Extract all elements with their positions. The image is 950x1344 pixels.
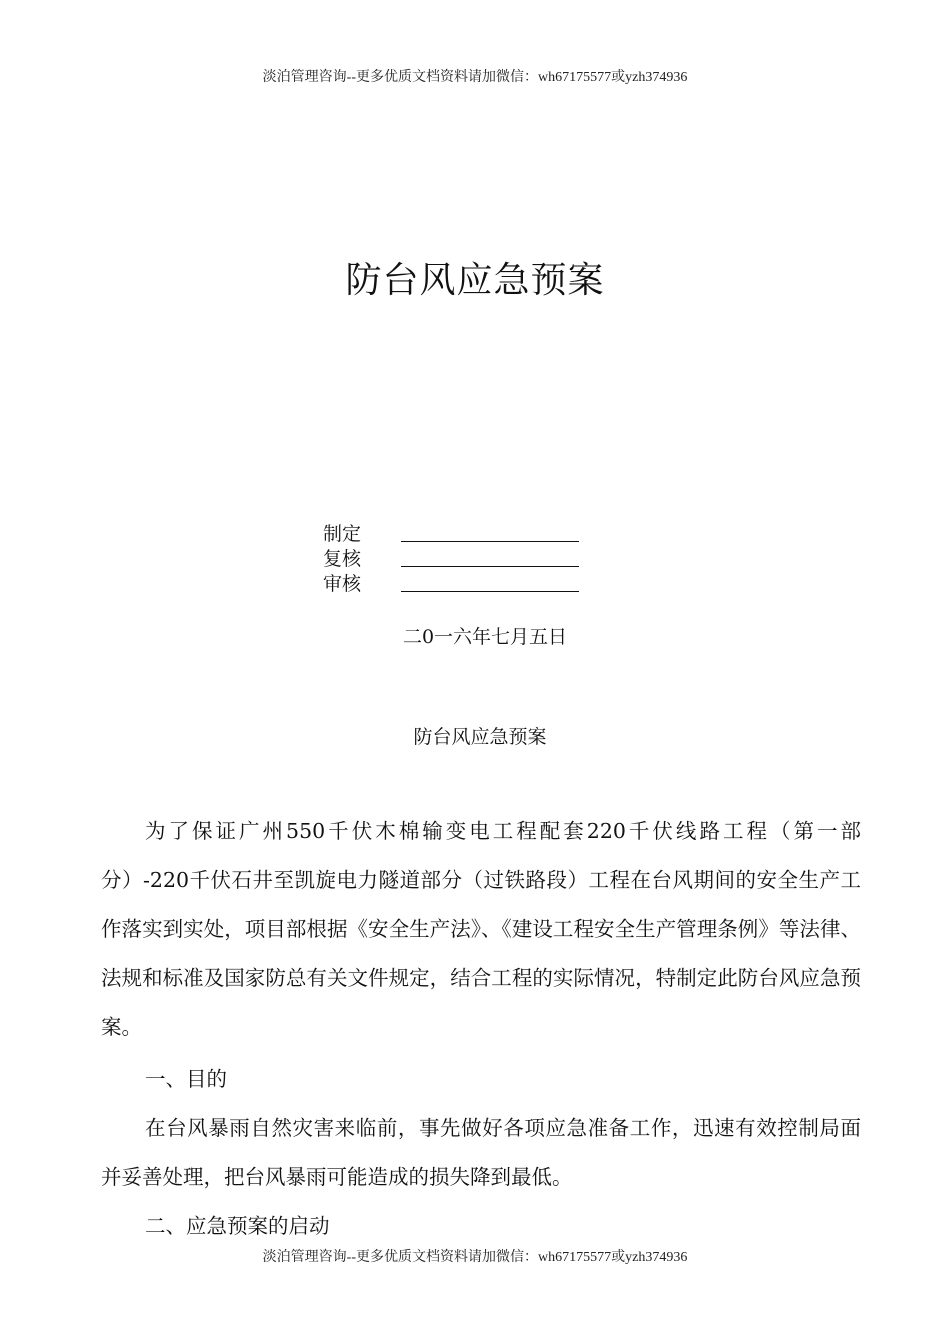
cover-date: 二0一六年七月五日 [402, 626, 568, 648]
purpose-paragraph: 在台风暴雨自然灾害来临前，事先做好各项应急准备工作，迅速有效控制局面并妥善处理，把台风暴雨可能造成的损失降到最低。 [101, 1116, 861, 1189]
signature-row-approved [323, 572, 603, 597]
signature-line [401, 591, 579, 592]
intro-paragraph: 为了保证广州550千伏木棉输变电工程配套220千伏线路工程（第一部分）-220千伏石井至凯旋电力隧道部分（过铁路段）工程在台风期间的安全生产工作落实到实处，项目部根据《安全生产法》、《建设工程安全生产管理条例》等法律、法规和标准及国家防总有关文件规定，结合工程的实际情况，特制定此防台风应急预案。 [101, 819, 861, 1039]
section-heading-activation: 二、应急预案的启动 [145, 1214, 330, 1238]
signature-label: 制定 [323, 523, 362, 545]
signature-label: 复核 [323, 548, 362, 570]
signature-row-reviewed [323, 547, 603, 572]
cover-title: 防台风应急预案 [345, 260, 605, 301]
signature-row-prepared [323, 522, 603, 547]
signature-block [323, 522, 603, 597]
section-heading-purpose: 一、目的 [145, 1067, 227, 1091]
signature-line [401, 566, 579, 567]
signature-line [401, 541, 579, 542]
document-subtitle: 防台风应急预案 [413, 726, 547, 748]
page-footer: 淡泊管理咨询--更多优质文档资料请加微信：wh67175577或yzh374936 [262, 1250, 688, 1265]
signature-label: 审核 [323, 573, 362, 595]
page-header: 淡泊管理咨询--更多优质文档资料请加微信：wh67175577或yzh374936 [262, 70, 688, 85]
